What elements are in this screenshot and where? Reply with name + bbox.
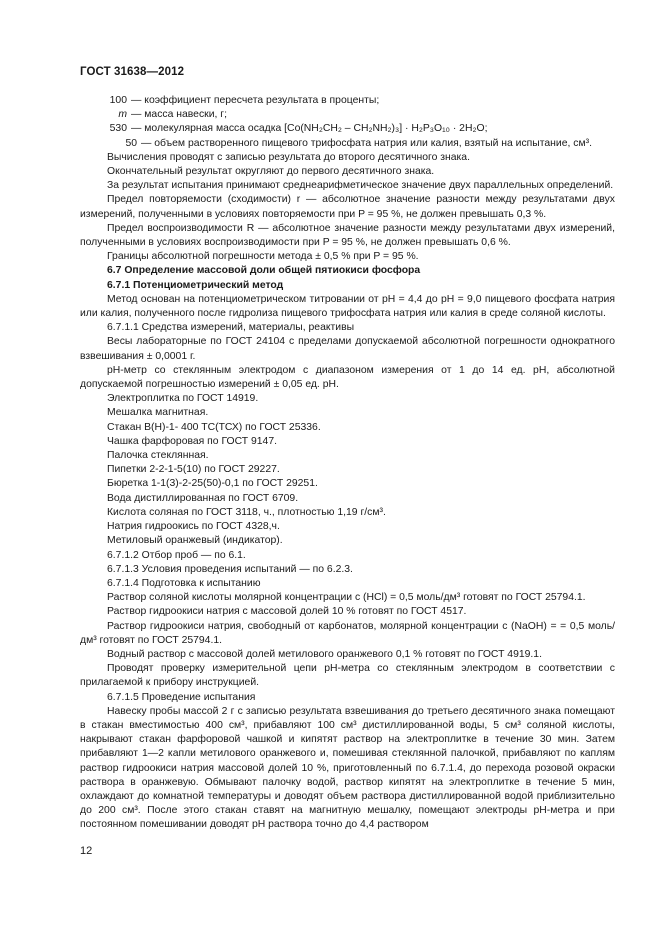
paragraph: Навеску пробы массой 2 г с записью результата взвешивания до третьего десятичного знака помещают в стакан вместимостью 400 см³, прибавляют 100 см³ дистиллированной воды, 5 см³ соляной кислоты, накрывают стакан фарфоровой чашкой и кипятят раствор на электроплитке в течение 30 мин. Затем прибавляют 1—2 капли метилового оранжевого и, помешивая стеклянной палочкой, прибавляют по каплям раствор гидроокиси натрия массовой долей 10 %, приготовленный по 6.7.1.4, до перехода розовой окраски раствора в оранжевую. Обмывают палочку водой, раствор кипятят на электроплитке в течение 5 мин, охлаждают до комнатной температуры и доводят объем раствора дистиллированной водой приблизительно до 200 см³. После этого стакан ставят на магнитную мешалку, помещают электроды рН-метра и при постоянном помешивании доводят рН раствора точно до 4,4 раствором — [80, 705, 615, 831]
definition-text: — масса навески, г; — [131, 109, 227, 121]
paragraph: Водный раствор с массовой долей метилового оранжевого 0,1 % готовят по ГОСТ 4919.1. — [107, 648, 542, 660]
paragraph: Проводят проверку измерительной цепи рН-метра со стеклянным электродом в соответствии с прилагаемой к прибору инструкцией. — [80, 663, 615, 689]
section-heading: 6.7 Определение массовой доли общей пятиокиси фосфора — [107, 265, 421, 277]
subsection-heading: 6.7.1 Потенциометрический метод — [107, 279, 284, 291]
paragraph: Предел повторяемости (сходимости) r — абсолютное значение разности между результатами двух измерений, полученными в условиях повторяемости при P = 95 %, не должен превышать 0,3 %. — [80, 194, 615, 220]
paragraph: Метод основан на потенциометрическом титровании от рН = 4,4 до рН = 9,0 пищевого фосфата натрия или калия, полученного после гидролиза пищевого трифосфата натрия или калия в среде соляной кислоты. — [80, 293, 615, 320]
definition-item — [80, 108, 615, 122]
page-number: 12 — [80, 845, 93, 857]
equipment-item: Натрия гидроокись по ГОСТ 4328,ч. — [107, 521, 280, 533]
equipment-item: Метиловый оранжевый (индикатор). — [107, 535, 283, 547]
definition-symbol: 530 — [109, 123, 127, 135]
equipment-item: Электроплитка по ГОСТ 14919. — [107, 393, 259, 405]
definition-item — [80, 122, 615, 136]
clause-heading: 6.7.1.1 Средства измерений, материалы, реактивы — [107, 322, 355, 334]
equipment-item: Стакан В(Н)-1- 400 ТС(ТСХ) по ГОСТ 25336. — [107, 421, 321, 433]
equipment-item: Чашка фарфоровая по ГОСТ 9147. — [107, 435, 277, 447]
paragraph: Раствор соляной кислоты молярной концентрации c (HCl) = 0,5 моль/дм³ готовят по ГОСТ 25794.1. — [107, 592, 586, 604]
paragraph: Весы лабораторные по ГОСТ 24104 с пределами допускаемой абсолютной погрешности однократного взвешивания ± 0,0001 г. — [80, 336, 615, 362]
clause-heading: 6.7.1.2 Отбор проб — по 6.1. — [107, 549, 246, 561]
paragraph: За результат испытания принимают среднеарифметическое значение двух параллельных определений. — [107, 180, 614, 192]
definition-symbol: m — [118, 109, 127, 121]
paragraph: Вычисления проводят с записью результата до второго десятичного знака. — [107, 151, 470, 163]
paragraph: Предел воспроизводимости R — абсолютное значение разности между результатами двух измерений, полученными в условиях воспроизводимости при P = 95 %, не должен превышать 0,6 %. — [80, 222, 615, 249]
paragraph: Раствор гидроокиси натрия, свободный от карбонатов, молярной концентрации c (NaOH) = = 0,5 моль/дм³ готовят по ГОСТ 25794.1. — [80, 620, 615, 646]
definition-item — [80, 137, 615, 151]
document-header: ГОСТ 31638—2012 — [80, 66, 185, 78]
equipment-item: Вода дистиллированная по ГОСТ 6709. — [107, 492, 299, 504]
clause-heading: 6.7.1.3 Условия проведения испытаний — по 6.2.3. — [107, 563, 353, 575]
document-body — [80, 94, 615, 833]
definition-text: — объем растворенного пищевого трифосфата натрия или калия, взятый на испытание, см³. — [141, 137, 592, 149]
definition-text: — молекулярная масса осадка [Co(NH₂CH₂ – CH₂NH₂)₃] · H₂P₃O₁₀ · 2H₂O; — [131, 123, 488, 135]
definition-item — [80, 94, 615, 108]
definition-symbol: 100 — [109, 95, 127, 106]
equipment-item: Палочка стеклянная. — [107, 450, 209, 462]
paragraph: Границы абсолютной погрешности метода ± 0,5 % при P = 95 %. — [107, 251, 419, 263]
equipment-item: Бюретка 1-1(3)-2-25(50)-0,1 по ГОСТ 29251. — [107, 478, 318, 490]
paragraph: Раствор гидроокиси натрия с массовой долей 10 % готовят по ГОСТ 4517. — [107, 606, 467, 618]
definition-text: — коэффициент пересчета результата в проценты; — [131, 95, 380, 106]
clause-heading: 6.7.1.5 Проведение испытания — [107, 691, 256, 703]
paragraph: рН-метр со стеклянным электродом с диапазоном измерения от 1 до 14 ед. рН, абсолютной допускаемой погрешностью измерений ± 0,05 ед. рН. — [80, 364, 615, 391]
clause-heading: 6.7.1.4 Подготовка к испытанию — [107, 577, 261, 589]
equipment-item: Кислота соляная по ГОСТ 3118, ч., плотностью 1,19 г/см³. — [107, 506, 386, 518]
equipment-item: Пипетки 2-2-1-5(10) по ГОСТ 29227. — [107, 464, 280, 476]
paragraph: Окончательный результат округляют до первого десятичного знака. — [107, 166, 435, 178]
definition-symbol: 50 — [125, 137, 137, 149]
equipment-item: Мешалка магнитная. — [107, 407, 209, 419]
